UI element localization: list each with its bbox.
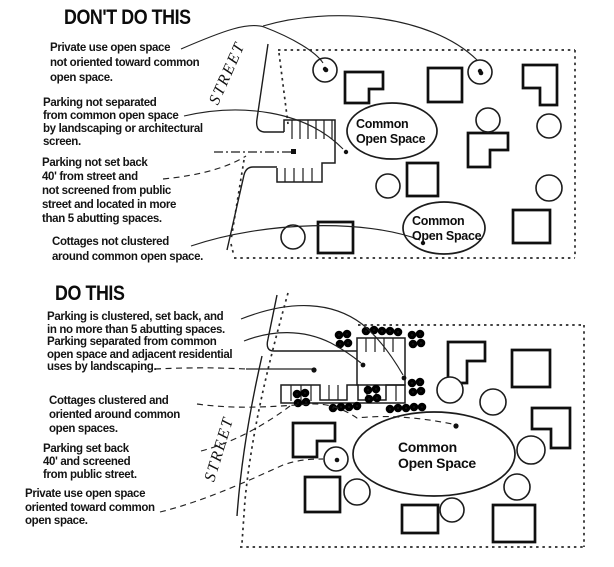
svg-text:Common: Common: [412, 214, 465, 228]
dont-diagram: [163, 16, 575, 258]
annotation-parking-not-separated: Parking not separated from common open space by landscaping or architectural screen.: [43, 97, 203, 148]
svg-text:Common: Common: [398, 439, 457, 455]
dont-common-open-space-2: [403, 202, 485, 254]
svg-text:Open Space: Open Space: [356, 132, 426, 146]
annotation-private-open-space: Private use open space not oriented toward common open space.: [50, 42, 200, 84]
do-street-label: STREET: [201, 414, 238, 484]
annotation-parking-clustered: Parking is clustered, set back, and in no more than 5 abutting spaces. Parking separated from common open space and adjacent residential uses by landscaping.: [47, 311, 233, 373]
annotation-cottages-not-clustered: Cottages not clustered around common open space.: [52, 236, 203, 263]
svg-text:Common: Common: [356, 117, 409, 131]
annotation-parking-set-back: Parking set back 40' and screened from public street.: [43, 443, 137, 481]
annotation-parking-not-set-back: Parking not set back 40' from street and not screened from public street and located in more than 5 abutting spaces.: [42, 157, 177, 225]
svg-text:Open Space: Open Space: [398, 455, 476, 471]
dont-common-open-space-1: [347, 103, 437, 159]
do-title: DO THIS: [55, 282, 125, 305]
dont-title: DON'T DO THIS: [64, 6, 191, 29]
dont-street-label: STREET: [206, 39, 249, 108]
annotation-cottages-clustered: Cottages clustered and oriented around common open spaces.: [49, 395, 180, 435]
svg-text:Open Space: Open Space: [412, 229, 482, 243]
annotation-private-open-space-oriented: Private use open space oriented toward common open space.: [25, 488, 155, 527]
